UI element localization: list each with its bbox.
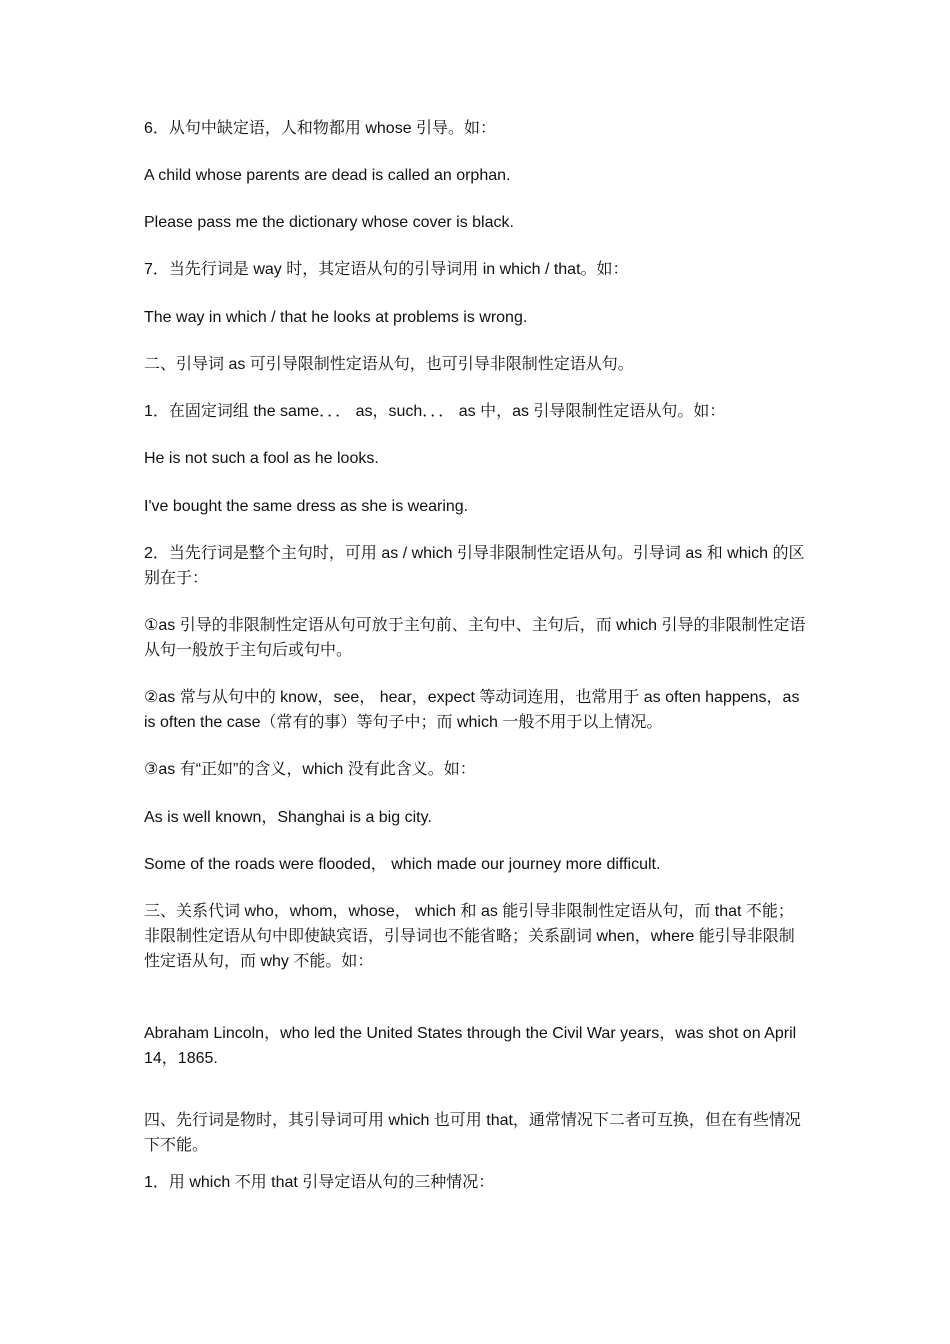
example-way: The way in which / that he looks at problems is wrong. [144,309,528,326]
example-shanghai: As is well known，Shanghai is a big city. [144,809,432,826]
example-lincoln: Abraham Lincoln，who led the United States through the Civil War years，was shot on April 14，1865. [144,1025,797,1067]
example-orphan: A child whose parents are dead is called an orphan. [144,167,511,184]
example-dress: I've bought the same dress as she is wearing. [144,498,469,515]
paragraph-1-which-only: 1．用 which 不用 that 引导定语从句的三种情况： [144,1174,495,1191]
section-heading-as: 二、引导词 as 可引导限制性定语从句，也可引导非限制性定语从句。 [144,356,634,373]
paragraph-6-whose: 6．从句中缺定语，人和物都用 whose 引导。如： [144,120,497,137]
example-fool: He is not such a fool as he looks. [144,450,379,467]
point-2-verbs: ②as 常与从句中的 know，see， hear，expect 等动词连用，也常用于 as often happens，as is often the case（常有的事）等句子中；而 which 一般不用于以上情况。 [144,689,800,731]
point-1-position: ①as 引导的非限制性定语从句可放于主句前、主句中、主句后，而 which 引导的非限制性定语从句一般放于主句后或句中。 [144,617,806,659]
section-heading-which-that: 四、先行词是物时，其引导词可用 which 也可用 that，通常情况下二者可互换，但在有些情况下不能。 [144,1112,801,1154]
example-roads: Some of the roads were flooded， which made our journey more difficult. [144,856,661,873]
example-dictionary: Please pass me the dictionary whose cover is black. [144,214,514,231]
section-heading-nonrestrictive: 三、关系代词 who，whom，whose， which 和 as 能引导非限制性定语从句，而 that 不能；非限制性定语从句中即使缺宾语，引导词也不能省略；关系副词 when，where 能引导非限制性定语从句，而 why 不能。如： [144,903,795,970]
paragraph-1-fixed-phrase: 1．在固定词组 the same．．． as，such．．． as 中，as 引导限制性定语从句。如： [144,403,726,420]
paragraph-2-whole-clause: 2．当先行词是整个主句时，可用 as / which 引导非限制性定语从句。引导词 as 和 which 的区别在于： [144,545,805,587]
paragraph-7-way: 7．当先行词是 way 时，其定语从句的引导词用 in which / that。如： [144,261,629,278]
point-3-meaning: ③as 有“正如”的含义，which 没有此含义。如： [144,761,476,778]
